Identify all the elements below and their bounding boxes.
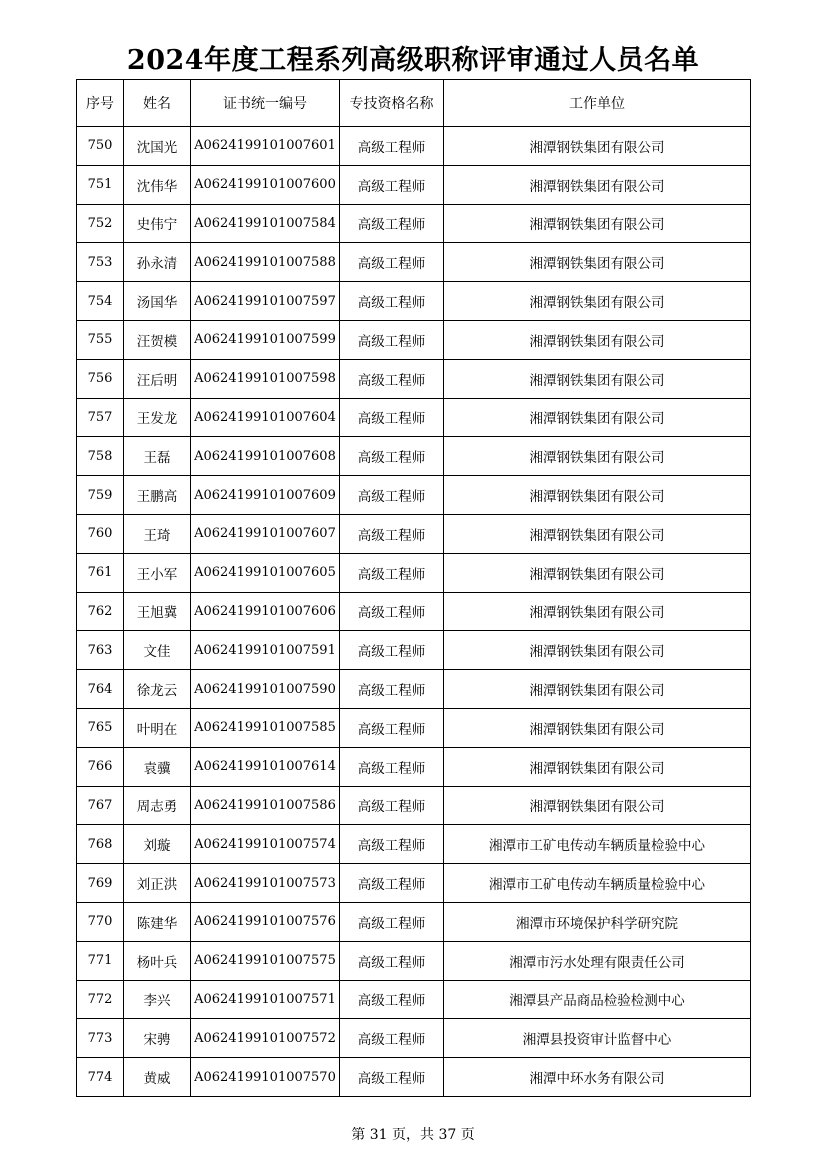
cell-name: 王小军 <box>124 553 191 592</box>
table-row <box>77 514 751 553</box>
cell-cert-no: A0624199101007590 <box>191 670 340 709</box>
table-row <box>77 398 751 437</box>
header-name: 姓名 <box>124 80 191 127</box>
page-footer: 第 31 页，共 37 页 <box>351 1127 475 1143</box>
cell-work-unit: 湘潭钢铁集团有限公司 <box>444 670 751 709</box>
header-qualification: 专技资格名称 <box>340 80 444 127</box>
cell-seq: 766 <box>77 747 124 786</box>
table-row <box>77 437 751 476</box>
cell-name: 王鹏高 <box>124 476 191 515</box>
cell-qualification: 高级工程师 <box>340 476 444 515</box>
cell-cert-no: A0624199101007573 <box>191 864 340 903</box>
cell-qualification: 高级工程师 <box>340 786 444 825</box>
cell-name: 汪后明 <box>124 359 191 398</box>
cell-seq: 769 <box>77 864 124 903</box>
table-row <box>77 786 751 825</box>
cell-name: 王琦 <box>124 514 191 553</box>
cell-qualification: 高级工程师 <box>340 941 444 980</box>
table-row <box>77 243 751 282</box>
cell-name: 刘正洪 <box>124 864 191 903</box>
cell-name: 周志勇 <box>124 786 191 825</box>
cell-cert-no: A0624199101007597 <box>191 282 340 321</box>
cell-seq: 757 <box>77 398 124 437</box>
cell-seq: 753 <box>77 243 124 282</box>
cell-seq: 765 <box>77 708 124 747</box>
cell-seq: 774 <box>77 1058 124 1097</box>
cell-cert-no: A0624199101007607 <box>191 514 340 553</box>
header-work-unit: 工作单位 <box>444 80 751 127</box>
cell-cert-no: A0624199101007574 <box>191 825 340 864</box>
cell-qualification: 高级工程师 <box>340 437 444 476</box>
roster-table <box>76 79 751 1097</box>
cell-seq: 759 <box>77 476 124 515</box>
cell-name: 杨叶兵 <box>124 941 191 980</box>
cell-qualification: 高级工程师 <box>340 553 444 592</box>
cell-work-unit: 湘潭钢铁集团有限公司 <box>444 398 751 437</box>
cell-qualification: 高级工程师 <box>340 320 444 359</box>
cell-qualification: 高级工程师 <box>340 902 444 941</box>
cell-name: 史伟宁 <box>124 204 191 243</box>
cell-seq: 750 <box>77 127 124 166</box>
table-row <box>77 980 751 1019</box>
cell-qualification: 高级工程师 <box>340 243 444 282</box>
cell-seq: 767 <box>77 786 124 825</box>
cell-cert-no: A0624199101007586 <box>191 786 340 825</box>
cell-work-unit: 湘潭钢铁集团有限公司 <box>444 592 751 631</box>
table-row <box>77 165 751 204</box>
cell-work-unit: 湘潭钢铁集团有限公司 <box>444 204 751 243</box>
cell-qualification: 高级工程师 <box>340 592 444 631</box>
table-row <box>77 1058 751 1097</box>
cell-qualification: 高级工程师 <box>340 165 444 204</box>
cell-cert-no: A0624199101007614 <box>191 747 340 786</box>
table-row <box>77 670 751 709</box>
table-row <box>77 902 751 941</box>
cell-cert-no: A0624199101007599 <box>191 320 340 359</box>
header-cert-no: 证书统一编号 <box>191 80 340 127</box>
cell-name: 沈伟华 <box>124 165 191 204</box>
cell-cert-no: A0624199101007604 <box>191 398 340 437</box>
cell-name: 徐龙云 <box>124 670 191 709</box>
cell-work-unit: 湘潭市污水处理有限责任公司 <box>444 941 751 980</box>
cell-name: 王发龙 <box>124 398 191 437</box>
cell-cert-no: A0624199101007572 <box>191 1019 340 1058</box>
cell-work-unit: 湘潭钢铁集团有限公司 <box>444 127 751 166</box>
cell-qualification: 高级工程师 <box>340 359 444 398</box>
table-row <box>77 553 751 592</box>
cell-seq: 751 <box>77 165 124 204</box>
cell-name: 孙永清 <box>124 243 191 282</box>
table-row <box>77 631 751 670</box>
cell-name: 叶明在 <box>124 708 191 747</box>
cell-work-unit: 湘潭市环境保护科学研究院 <box>444 902 751 941</box>
table-row <box>77 747 751 786</box>
cell-cert-no: A0624199101007606 <box>191 592 340 631</box>
cell-qualification: 高级工程师 <box>340 1058 444 1097</box>
cell-seq: 772 <box>77 980 124 1019</box>
cell-name: 黄威 <box>124 1058 191 1097</box>
cell-name: 陈建华 <box>124 902 191 941</box>
table-row <box>77 864 751 903</box>
cell-qualification: 高级工程师 <box>340 670 444 709</box>
cell-qualification: 高级工程师 <box>340 631 444 670</box>
header-seq: 序号 <box>77 80 124 127</box>
cell-seq: 768 <box>77 825 124 864</box>
cell-cert-no: A0624199101007608 <box>191 437 340 476</box>
cell-cert-no: A0624199101007571 <box>191 980 340 1019</box>
cell-seq: 762 <box>77 592 124 631</box>
cell-cert-no: A0624199101007588 <box>191 243 340 282</box>
cell-name: 王磊 <box>124 437 191 476</box>
cell-work-unit: 湘潭钢铁集团有限公司 <box>444 320 751 359</box>
cell-work-unit: 湘潭钢铁集团有限公司 <box>444 786 751 825</box>
table-row <box>77 1019 751 1058</box>
cell-work-unit: 湘潭钢铁集团有限公司 <box>444 282 751 321</box>
table-row <box>77 825 751 864</box>
cell-work-unit: 湘潭钢铁集团有限公司 <box>444 165 751 204</box>
cell-seq: 760 <box>77 514 124 553</box>
cell-name: 袁骥 <box>124 747 191 786</box>
cell-name: 宋骋 <box>124 1019 191 1058</box>
cell-work-unit: 湘潭钢铁集团有限公司 <box>444 553 751 592</box>
cell-work-unit: 湘潭钢铁集团有限公司 <box>444 514 751 553</box>
cell-name: 王旭冀 <box>124 592 191 631</box>
cell-work-unit: 湘潭县投资审计监督中心 <box>444 1019 751 1058</box>
cell-cert-no: A0624199101007585 <box>191 708 340 747</box>
cell-qualification: 高级工程师 <box>340 282 444 321</box>
cell-cert-no: A0624199101007570 <box>191 1058 340 1097</box>
table-row <box>77 941 751 980</box>
cell-qualification: 高级工程师 <box>340 127 444 166</box>
table-row <box>77 708 751 747</box>
cell-qualification: 高级工程师 <box>340 398 444 437</box>
cell-seq: 752 <box>77 204 124 243</box>
cell-name: 李兴 <box>124 980 191 1019</box>
cell-seq: 771 <box>77 941 124 980</box>
cell-work-unit: 湘潭中环水务有限公司 <box>444 1058 751 1097</box>
cell-work-unit: 湘潭市工矿电传动车辆质量检验中心 <box>444 864 751 903</box>
cell-work-unit: 湘潭钢铁集团有限公司 <box>444 708 751 747</box>
table-row <box>77 204 751 243</box>
cell-seq: 758 <box>77 437 124 476</box>
table-row <box>77 359 751 398</box>
cell-work-unit: 湘潭钢铁集团有限公司 <box>444 747 751 786</box>
cell-seq: 773 <box>77 1019 124 1058</box>
cell-cert-no: A0624199101007575 <box>191 941 340 980</box>
cell-work-unit: 湘潭市工矿电传动车辆质量检验中心 <box>444 825 751 864</box>
table-row <box>77 592 751 631</box>
cell-qualification: 高级工程师 <box>340 1019 444 1058</box>
cell-work-unit: 湘潭钢铁集团有限公司 <box>444 437 751 476</box>
cell-name: 刘璇 <box>124 825 191 864</box>
cell-cert-no: A0624199101007598 <box>191 359 340 398</box>
cell-qualification: 高级工程师 <box>340 204 444 243</box>
cell-cert-no: A0624199101007591 <box>191 631 340 670</box>
cell-name: 沈国光 <box>124 127 191 166</box>
table-row <box>77 476 751 515</box>
table-header-row <box>77 80 751 127</box>
cell-seq: 754 <box>77 282 124 321</box>
cell-name: 汤国华 <box>124 282 191 321</box>
cell-name: 文佳 <box>124 631 191 670</box>
cell-qualification: 高级工程师 <box>340 825 444 864</box>
table-row <box>77 127 751 166</box>
table-row <box>77 282 751 321</box>
cell-cert-no: A0624199101007576 <box>191 902 340 941</box>
roster-body <box>77 127 751 1097</box>
cell-cert-no: A0624199101007609 <box>191 476 340 515</box>
cell-seq: 756 <box>77 359 124 398</box>
cell-qualification: 高级工程师 <box>340 514 444 553</box>
cell-seq: 764 <box>77 670 124 709</box>
cell-seq: 761 <box>77 553 124 592</box>
cell-cert-no: A0624199101007605 <box>191 553 340 592</box>
cell-work-unit: 湘潭钢铁集团有限公司 <box>444 243 751 282</box>
cell-seq: 763 <box>77 631 124 670</box>
cell-seq: 755 <box>77 320 124 359</box>
cell-qualification: 高级工程师 <box>340 708 444 747</box>
cell-qualification: 高级工程师 <box>340 980 444 1019</box>
document-title: 2024年度工程系列高级职称评审通过人员名单 <box>126 45 700 76</box>
cell-qualification: 高级工程师 <box>340 864 444 903</box>
cell-work-unit: 湘潭钢铁集团有限公司 <box>444 359 751 398</box>
cell-seq: 770 <box>77 902 124 941</box>
table-row <box>77 320 751 359</box>
cell-cert-no: A0624199101007601 <box>191 127 340 166</box>
cell-work-unit: 湘潭县产品商品检验检测中心 <box>444 980 751 1019</box>
cell-work-unit: 湘潭钢铁集团有限公司 <box>444 631 751 670</box>
cell-work-unit: 湘潭钢铁集团有限公司 <box>444 476 751 515</box>
cell-qualification: 高级工程师 <box>340 747 444 786</box>
cell-name: 汪贺模 <box>124 320 191 359</box>
cell-cert-no: A0624199101007584 <box>191 204 340 243</box>
cell-cert-no: A0624199101007600 <box>191 165 340 204</box>
